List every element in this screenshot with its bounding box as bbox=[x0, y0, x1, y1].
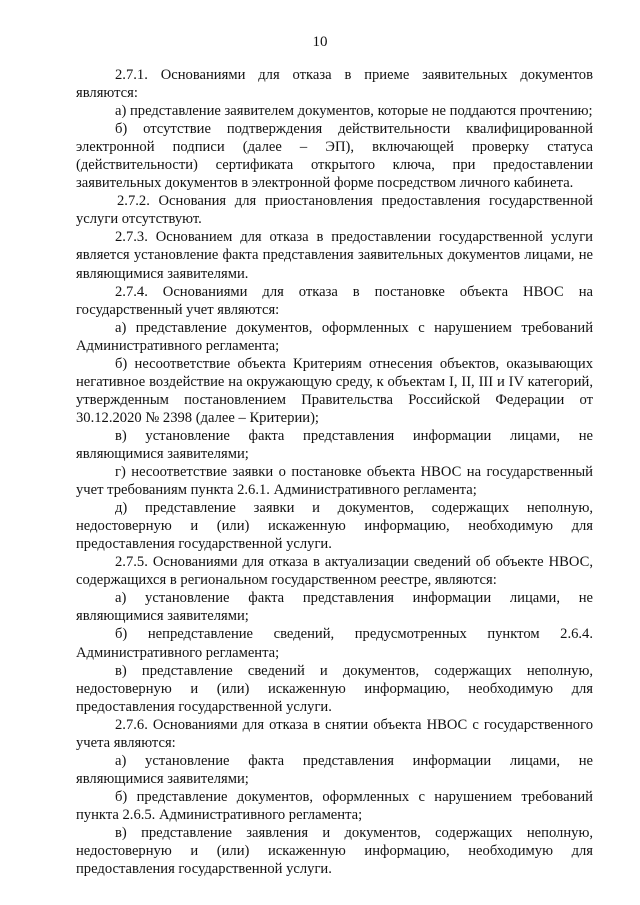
clause-2-7-5: 2.7.5. Основаниями для отказа в актуализации сведений об объекте НВОС, содержащихся в региональном государственном реестре, являются: bbox=[76, 554, 593, 589]
clause-2-7-4: 2.7.4. Основаниями для отказа в постановке объекта НВОС на государственный учет являются: bbox=[76, 283, 593, 318]
clause-2-7-6-item-b: б) представление документов, оформленных с нарушением требований пункта 2.6.5. Административного регламента; bbox=[76, 788, 593, 823]
clause-2-7-4-item-a: а) представление документов, оформленных с нарушением требований Административного регламента; bbox=[76, 319, 593, 354]
clause-2-7-4-item-v: в) установление факта представления информации лицами, не являющимися заявителями; bbox=[76, 427, 593, 462]
document-body bbox=[76, 66, 593, 878]
clause-2-7-6-item-a: а) установление факта представления информации лицами, не являющимися заявителями; bbox=[76, 752, 593, 787]
page-number: 10 bbox=[312, 34, 328, 50]
clause-2-7-1: 2.7.1. Основаниями для отказа в приеме заявительных документов являются: bbox=[76, 67, 593, 102]
clause-2-7-6-item-v: в) представление заявления и документов, содержащих неполную, недостоверную и (или) искаженную информацию, необходимую для предоставления государственной услуги. bbox=[76, 824, 593, 878]
clause-2-7-6: 2.7.6. Основаниями для отказа в снятии объекта НВОС с государственного учета являются: bbox=[76, 716, 593, 751]
clause-2-7-5-item-b: б) непредставление сведений, предусмотренных пунктом 2.6.4. Административного регламента; bbox=[76, 626, 593, 661]
clause-2-7-4-item-b: б) несоответствие объекта Критериям отнесения объектов, оказывающих негативное воздействие на окружающую среду, к объектам I, II, III и IV категорий, утвержденным постановлением Правительства Российской Федерации от 30.12.2020 № 2398 (далее – Критерии); bbox=[76, 355, 593, 426]
clause-2-7-2: 2.7.2. Основания для приостановления предоставления государственной услуги отсутствуют. bbox=[76, 193, 593, 228]
clause-2-7-5-item-v: в) представление сведений и документов, содержащих неполную, недостоверную и (или) искаженную информацию, необходимую для предоставления государственной услуги. bbox=[76, 662, 593, 715]
clause-2-7-1-item-a: а) представление заявителем документов, которые не поддаются прочтению; bbox=[115, 103, 593, 120]
clause-2-7-5-item-a: а) установление факта представления информации лицами, не являющимися заявителями; bbox=[76, 590, 593, 625]
clause-2-7-3: 2.7.3. Основанием для отказа в предоставлении государственной услуги является установление факта представления заявительных документов лицами, не являющимися заявителями. bbox=[76, 229, 593, 282]
clause-2-7-4-item-g: г) несоответствие заявки о постановке объекта НВОС на государственный учет требованиям пункта 2.6.1. Административного регламента; bbox=[76, 464, 593, 499]
clause-2-7-4-item-d: д) представление заявки и документов, содержащих неполную, недостоверную и (или) искаженную информацию, необходимую для предоставления государственной услуги. bbox=[76, 500, 593, 553]
clause-2-7-1-item-b: б) отсутствие подтверждения действительности квалифицированной электронной подписи (далее – ЭП), включающей проверку статуса (действительности) сертификата открытого ключа, при предоставлении заявительных документов в электронной форме посредством личного кабинета. bbox=[76, 121, 593, 192]
